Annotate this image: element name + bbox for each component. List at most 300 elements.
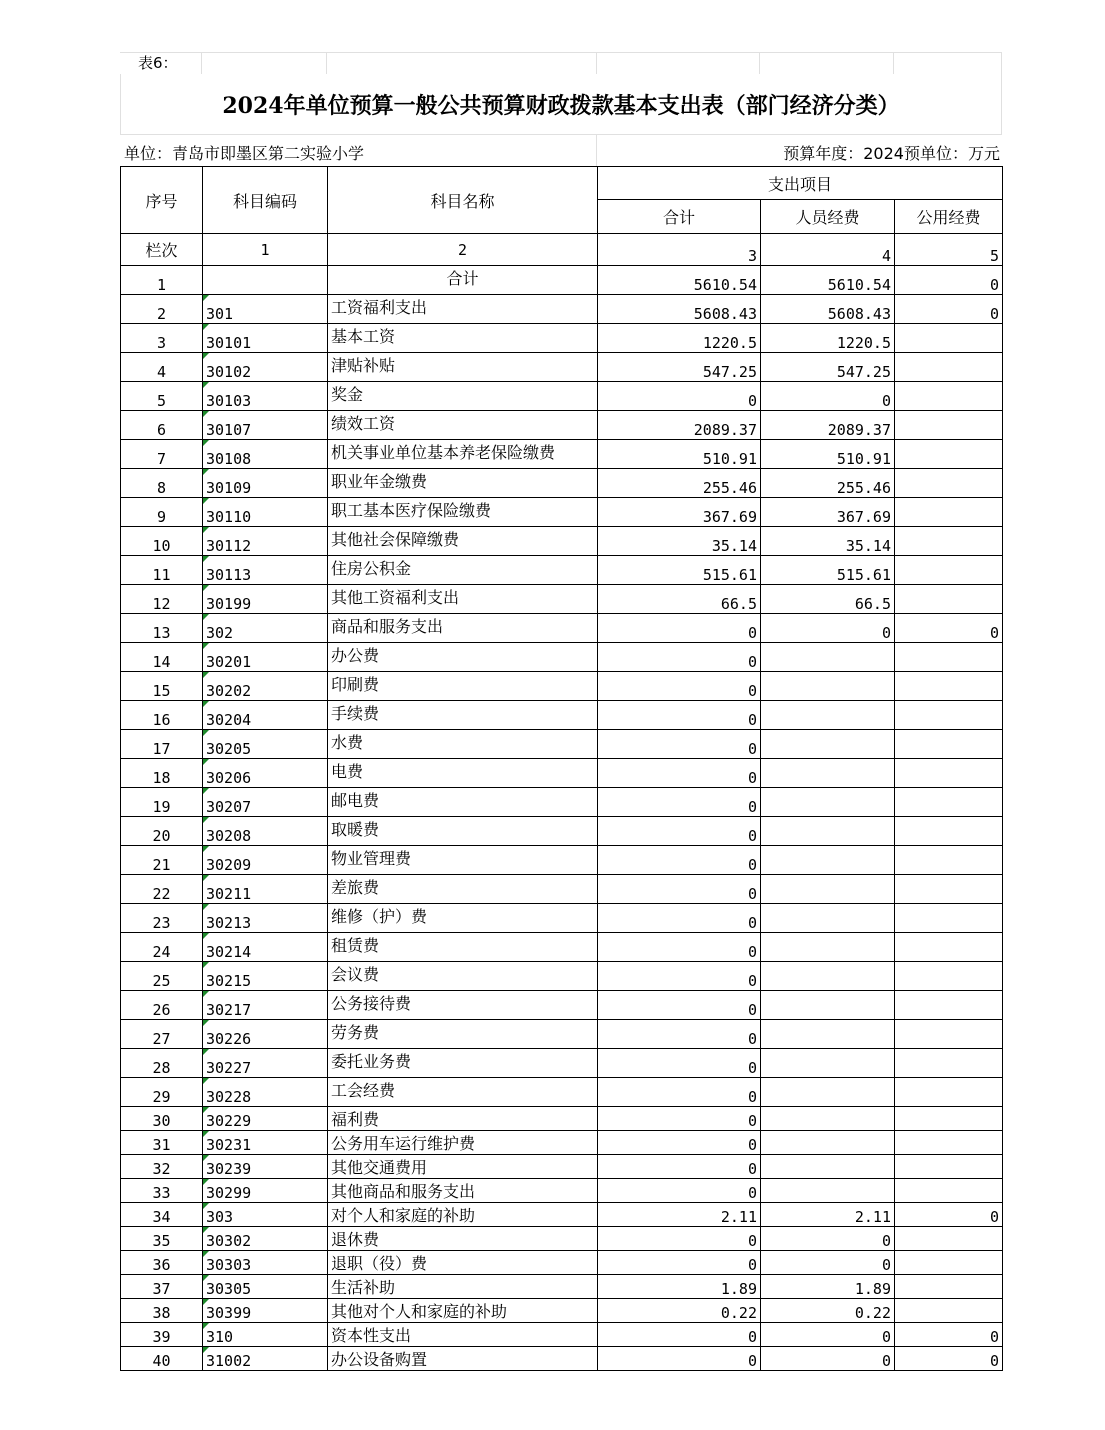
cell-marker-icon xyxy=(203,672,209,678)
cell-marker-icon xyxy=(203,498,209,504)
row-total-text: 0 xyxy=(747,1232,757,1250)
row-total-text: 547.25 xyxy=(702,363,757,381)
row-total xyxy=(598,1131,761,1155)
row-code-text: 303 xyxy=(206,1208,234,1226)
cell-marker-icon xyxy=(203,1275,209,1281)
cell-marker-icon xyxy=(203,730,209,736)
row-personnel xyxy=(761,324,895,353)
row-seq-text: 8 xyxy=(156,479,167,497)
row-total xyxy=(598,1347,761,1371)
row-code-text: 30101 xyxy=(206,334,252,352)
row-total xyxy=(598,295,761,324)
row-total-text: 0 xyxy=(747,1328,757,1346)
table-row xyxy=(121,411,1003,440)
row-total-text: 0 xyxy=(747,1352,757,1370)
table-row xyxy=(121,382,1003,411)
row-total-text: 0 xyxy=(747,1059,757,1077)
row-name xyxy=(328,1078,598,1107)
row-code xyxy=(203,324,328,353)
row-personnel-text: 5608.43 xyxy=(827,305,891,323)
row-personnel xyxy=(761,643,895,672)
row-public xyxy=(895,875,1003,904)
row-code xyxy=(203,295,328,324)
row-public-text: 0 xyxy=(989,1352,999,1370)
cell-marker-icon xyxy=(203,556,209,562)
row-public xyxy=(895,904,1003,933)
unit-right xyxy=(783,141,1000,164)
row-public-text: 0 xyxy=(989,276,999,294)
row-name-text: 退休费 xyxy=(331,1230,380,1249)
table-row xyxy=(121,527,1003,556)
row-code-text: 30206 xyxy=(206,769,252,787)
row-seq xyxy=(121,1179,203,1203)
row-seq xyxy=(121,585,203,614)
row-personnel-text: 66.5 xyxy=(854,595,891,613)
row-public xyxy=(895,411,1003,440)
row-public xyxy=(895,1049,1003,1078)
table-row xyxy=(121,730,1003,759)
row-total xyxy=(598,1179,761,1203)
row-name-text: 租赁费 xyxy=(331,936,380,955)
row-code-text: 30303 xyxy=(206,1256,252,1274)
row-total xyxy=(598,1299,761,1323)
row-name-text: 劳务费 xyxy=(331,1023,380,1042)
row-personnel-text: 0 xyxy=(881,624,891,642)
row-name-text: 基本工资 xyxy=(331,327,396,346)
row-total-text: 0 xyxy=(747,624,757,642)
row-seq-text: 23 xyxy=(152,914,171,932)
header-code: 科目编码 xyxy=(203,167,328,234)
row-seq-text: 25 xyxy=(152,972,171,990)
row-total-text: 510.91 xyxy=(702,450,757,468)
row-personnel xyxy=(761,1131,895,1155)
row-name-text: 差旅费 xyxy=(331,878,380,897)
row-total-text: 0 xyxy=(747,856,757,874)
row-name xyxy=(328,875,598,904)
row-code-text: 301 xyxy=(206,305,234,323)
row-name xyxy=(328,730,598,759)
row-code xyxy=(203,643,328,672)
row-name-text: 职工基本医疗保险缴费 xyxy=(331,501,492,520)
row-name-text: 其他交通费用 xyxy=(331,1158,428,1177)
row-code xyxy=(203,933,328,962)
row-personnel-text: 1.89 xyxy=(854,1280,891,1298)
row-personnel xyxy=(761,295,895,324)
row-seq xyxy=(121,1203,203,1227)
row-total xyxy=(598,1107,761,1131)
row-public xyxy=(895,1251,1003,1275)
table-row xyxy=(121,1323,1003,1347)
row-seq-text: 18 xyxy=(152,769,171,787)
row-seq xyxy=(121,266,203,295)
cell-marker-icon xyxy=(203,962,209,968)
row-personnel-text: 0 xyxy=(881,1328,891,1346)
row-total-text: 0 xyxy=(747,798,757,816)
row-name xyxy=(328,962,598,991)
header-name: 科目名称 xyxy=(328,167,598,234)
row-total-text: 0 xyxy=(747,827,757,845)
row-code xyxy=(203,1251,328,1275)
row-code-text: 30226 xyxy=(206,1030,252,1048)
row-personnel xyxy=(761,353,895,382)
row-seq xyxy=(121,933,203,962)
row-seq-text: 40 xyxy=(152,1352,171,1370)
row-code xyxy=(203,382,328,411)
row-total xyxy=(598,614,761,643)
table-row xyxy=(121,324,1003,353)
header-group: 支出项目 xyxy=(598,167,1003,200)
row-seq-text: 14 xyxy=(152,653,171,671)
row-personnel xyxy=(761,1078,895,1107)
row-public xyxy=(895,469,1003,498)
row-public xyxy=(895,614,1003,643)
table-row xyxy=(121,556,1003,585)
row-personnel-text: 0 xyxy=(881,1256,891,1274)
row-name-text: 福利费 xyxy=(331,1110,380,1129)
cell-marker-icon xyxy=(203,1251,209,1257)
row-name-text: 公务用车运行维护费 xyxy=(331,1134,476,1153)
row-total-text: 2.11 xyxy=(720,1208,757,1226)
row-name xyxy=(328,411,598,440)
cell-marker-icon xyxy=(203,759,209,765)
row-public-text: 0 xyxy=(989,624,999,642)
row-seq-text: 15 xyxy=(152,682,171,700)
row-public xyxy=(895,1203,1003,1227)
row-public-text: 0 xyxy=(989,305,999,323)
row-total-text: 2089.37 xyxy=(693,421,757,439)
row-name xyxy=(328,295,598,324)
row-public xyxy=(895,527,1003,556)
row-total-text: 0 xyxy=(747,1256,757,1274)
row-code xyxy=(203,1299,328,1323)
cell-marker-icon xyxy=(203,382,209,388)
row-seq xyxy=(121,295,203,324)
row-total xyxy=(598,1203,761,1227)
cell-marker-icon xyxy=(203,788,209,794)
page-title: 2024年单位预算一般公共预算财政拨款基本支出表（部门经济分类） xyxy=(120,74,1002,134)
row-personnel-text: 1220.5 xyxy=(836,334,891,352)
row-public xyxy=(895,295,1003,324)
row-seq-text: 36 xyxy=(152,1256,171,1274)
row-name xyxy=(328,1347,598,1371)
table-row xyxy=(121,817,1003,846)
cell-marker-icon xyxy=(203,701,209,707)
row-public xyxy=(895,1155,1003,1179)
table-row xyxy=(121,875,1003,904)
table-row xyxy=(121,1347,1003,1371)
row-total-text: 0 xyxy=(747,885,757,903)
row-code xyxy=(203,672,328,701)
row-total-text: 0 xyxy=(747,653,757,671)
row-code-text: 30113 xyxy=(206,566,252,584)
row-name xyxy=(328,1107,598,1131)
row-code-text: 30102 xyxy=(206,363,252,381)
row-name xyxy=(328,933,598,962)
row-code-text: 30107 xyxy=(206,421,252,439)
row-seq xyxy=(121,1078,203,1107)
col-index-5: 5 xyxy=(895,234,1003,266)
row-name xyxy=(328,440,598,469)
table-row xyxy=(121,440,1003,469)
row-seq xyxy=(121,817,203,846)
table-label-row xyxy=(120,52,1002,74)
table-row xyxy=(121,1049,1003,1078)
row-total-text: 0 xyxy=(747,1088,757,1106)
row-code xyxy=(203,788,328,817)
row-personnel-text: 0 xyxy=(881,392,891,410)
row-seq-text: 34 xyxy=(152,1208,171,1226)
cell-marker-icon xyxy=(203,1179,209,1185)
row-total xyxy=(598,962,761,991)
header-seq: 序号 xyxy=(121,167,203,234)
table-row xyxy=(121,846,1003,875)
table-row xyxy=(121,672,1003,701)
row-code xyxy=(203,1155,328,1179)
row-code xyxy=(203,962,328,991)
row-total-text: 66.5 xyxy=(720,595,757,613)
row-seq-text: 22 xyxy=(152,885,171,903)
row-public xyxy=(895,962,1003,991)
row-code xyxy=(203,991,328,1020)
row-total-text: 35.14 xyxy=(711,537,757,555)
row-seq xyxy=(121,1323,203,1347)
row-code xyxy=(203,701,328,730)
row-seq-text: 19 xyxy=(152,798,171,816)
row-seq xyxy=(121,324,203,353)
row-name xyxy=(328,382,598,411)
row-code xyxy=(203,759,328,788)
header-public: 公用经费 xyxy=(895,200,1003,234)
row-public xyxy=(895,353,1003,382)
row-code-text: 30305 xyxy=(206,1280,252,1298)
row-code xyxy=(203,1020,328,1049)
table-row xyxy=(121,1299,1003,1323)
cell-marker-icon xyxy=(203,1323,209,1329)
table-row xyxy=(121,1227,1003,1251)
row-personnel xyxy=(761,1227,895,1251)
row-total xyxy=(598,1275,761,1299)
row-name-text: 合计 xyxy=(446,269,479,288)
row-total xyxy=(598,701,761,730)
row-personnel xyxy=(761,498,895,527)
row-personnel-text: 547.25 xyxy=(836,363,891,381)
table-row xyxy=(121,1179,1003,1203)
row-name xyxy=(328,904,598,933)
row-public xyxy=(895,1020,1003,1049)
row-public xyxy=(895,556,1003,585)
row-personnel xyxy=(761,382,895,411)
row-personnel-text: 515.61 xyxy=(836,566,891,584)
row-code xyxy=(203,498,328,527)
row-total xyxy=(598,875,761,904)
row-seq xyxy=(121,962,203,991)
row-seq xyxy=(121,991,203,1020)
table-row xyxy=(121,1020,1003,1049)
row-seq-text: 6 xyxy=(156,421,167,439)
row-personnel xyxy=(761,875,895,904)
row-personnel xyxy=(761,527,895,556)
row-personnel xyxy=(761,614,895,643)
row-code xyxy=(203,1227,328,1251)
row-personnel xyxy=(761,469,895,498)
row-seq-text: 35 xyxy=(152,1232,171,1250)
row-name xyxy=(328,759,598,788)
row-total xyxy=(598,440,761,469)
row-name-text: 其他商品和服务支出 xyxy=(331,1182,476,1201)
cell-marker-icon xyxy=(203,527,209,533)
row-personnel xyxy=(761,759,895,788)
row-code-text: 30110 xyxy=(206,508,252,526)
row-name-text: 住房公积金 xyxy=(331,559,412,578)
table-row xyxy=(121,1251,1003,1275)
row-name-text: 生活补助 xyxy=(331,1278,396,1297)
row-code xyxy=(203,846,328,875)
row-seq xyxy=(121,846,203,875)
row-personnel-text: 5610.54 xyxy=(827,276,891,294)
row-name xyxy=(328,266,598,295)
row-public xyxy=(895,1078,1003,1107)
row-personnel xyxy=(761,817,895,846)
row-name-text: 水费 xyxy=(331,733,364,752)
row-name-text: 取暖费 xyxy=(331,820,380,839)
row-name-text: 办公设备购置 xyxy=(331,1350,428,1369)
cell-marker-icon xyxy=(203,846,209,852)
row-seq xyxy=(121,1251,203,1275)
row-code-text: 30215 xyxy=(206,972,252,990)
row-code-text: 30112 xyxy=(206,537,252,555)
row-code-text: 30217 xyxy=(206,1001,252,1019)
row-code xyxy=(203,614,328,643)
row-personnel-text: 0.22 xyxy=(854,1304,891,1322)
row-seq xyxy=(121,1049,203,1078)
cell-marker-icon xyxy=(203,614,209,620)
row-name xyxy=(328,498,598,527)
row-name-text: 办公费 xyxy=(331,646,380,665)
row-personnel xyxy=(761,1251,895,1275)
row-code-text: 30199 xyxy=(206,595,252,613)
row-seq xyxy=(121,556,203,585)
table-row xyxy=(121,962,1003,991)
header-total: 合计 xyxy=(598,200,761,234)
row-name xyxy=(328,991,598,1020)
row-code-text: 30108 xyxy=(206,450,252,468)
row-code-text: 30211 xyxy=(206,885,252,903)
col-index-label: 栏次 xyxy=(121,234,203,266)
row-name xyxy=(328,556,598,585)
row-total-text: 1220.5 xyxy=(702,334,757,352)
cell-marker-icon xyxy=(203,469,209,475)
row-public xyxy=(895,730,1003,759)
row-total xyxy=(598,730,761,759)
row-code-text: 30205 xyxy=(206,740,252,758)
row-public xyxy=(895,672,1003,701)
row-seq xyxy=(121,1275,203,1299)
column-index-row xyxy=(121,234,1003,266)
row-name-text: 机关事业单位基本养老保险缴费 xyxy=(331,443,556,462)
row-name-text: 印刷费 xyxy=(331,675,380,694)
row-code-text: 30231 xyxy=(206,1136,252,1154)
row-personnel xyxy=(761,585,895,614)
table-row xyxy=(121,1155,1003,1179)
row-public xyxy=(895,991,1003,1020)
col-index-1: 1 xyxy=(203,234,328,266)
row-total-text: 0 xyxy=(747,392,757,410)
row-total xyxy=(598,353,761,382)
row-name-text: 物业管理费 xyxy=(331,849,412,868)
row-total-text: 0.22 xyxy=(720,1304,757,1322)
row-total xyxy=(598,324,761,353)
expense-table xyxy=(120,166,1003,1371)
header-personnel: 人员经费 xyxy=(761,200,895,234)
row-name xyxy=(328,817,598,846)
row-public xyxy=(895,1107,1003,1131)
row-name xyxy=(328,643,598,672)
row-personnel xyxy=(761,1049,895,1078)
row-code-text: 30229 xyxy=(206,1112,252,1130)
row-name xyxy=(328,1227,598,1251)
row-total xyxy=(598,846,761,875)
cell-marker-icon xyxy=(203,1347,209,1353)
row-name xyxy=(328,701,598,730)
row-code xyxy=(203,469,328,498)
row-name-text: 绩效工资 xyxy=(331,414,396,433)
table-row xyxy=(121,1203,1003,1227)
table-row xyxy=(121,1078,1003,1107)
cell-marker-icon xyxy=(203,1131,209,1137)
row-code xyxy=(203,266,328,295)
row-personnel xyxy=(761,962,895,991)
row-personnel-text: 255.46 xyxy=(836,479,891,497)
row-code-text: 30109 xyxy=(206,479,252,497)
row-seq xyxy=(121,1131,203,1155)
budget-year: 预算年度：2024 xyxy=(783,144,904,163)
row-code xyxy=(203,556,328,585)
cell-marker-icon xyxy=(203,353,209,359)
row-personnel xyxy=(761,1299,895,1323)
row-personnel xyxy=(761,788,895,817)
row-name xyxy=(328,585,598,614)
row-code-text: 30227 xyxy=(206,1059,252,1077)
row-personnel xyxy=(761,1020,895,1049)
row-seq-text: 37 xyxy=(152,1280,171,1298)
row-seq xyxy=(121,1299,203,1323)
row-name-text: 职业年金缴费 xyxy=(331,472,428,491)
row-total-text: 0 xyxy=(747,1160,757,1178)
row-name-text: 工会经费 xyxy=(331,1081,396,1100)
row-personnel xyxy=(761,1107,895,1131)
row-personnel xyxy=(761,411,895,440)
unit-row xyxy=(120,134,1002,166)
row-name-text: 邮电费 xyxy=(331,791,380,810)
row-total xyxy=(598,266,761,295)
row-seq xyxy=(121,875,203,904)
row-code xyxy=(203,1107,328,1131)
row-public-text: 0 xyxy=(989,1328,999,1346)
row-seq-text: 31 xyxy=(152,1136,171,1154)
row-code xyxy=(203,585,328,614)
row-name-text: 其他对个人和家庭的补助 xyxy=(331,1302,508,1321)
row-personnel-text: 35.14 xyxy=(845,537,891,555)
cell-marker-icon xyxy=(203,1203,209,1209)
row-total xyxy=(598,991,761,1020)
row-seq-text: 16 xyxy=(152,711,171,729)
row-public xyxy=(895,788,1003,817)
row-public xyxy=(895,498,1003,527)
table-row xyxy=(121,295,1003,324)
row-seq-text: 28 xyxy=(152,1059,171,1077)
row-public xyxy=(895,1347,1003,1371)
row-total xyxy=(598,469,761,498)
